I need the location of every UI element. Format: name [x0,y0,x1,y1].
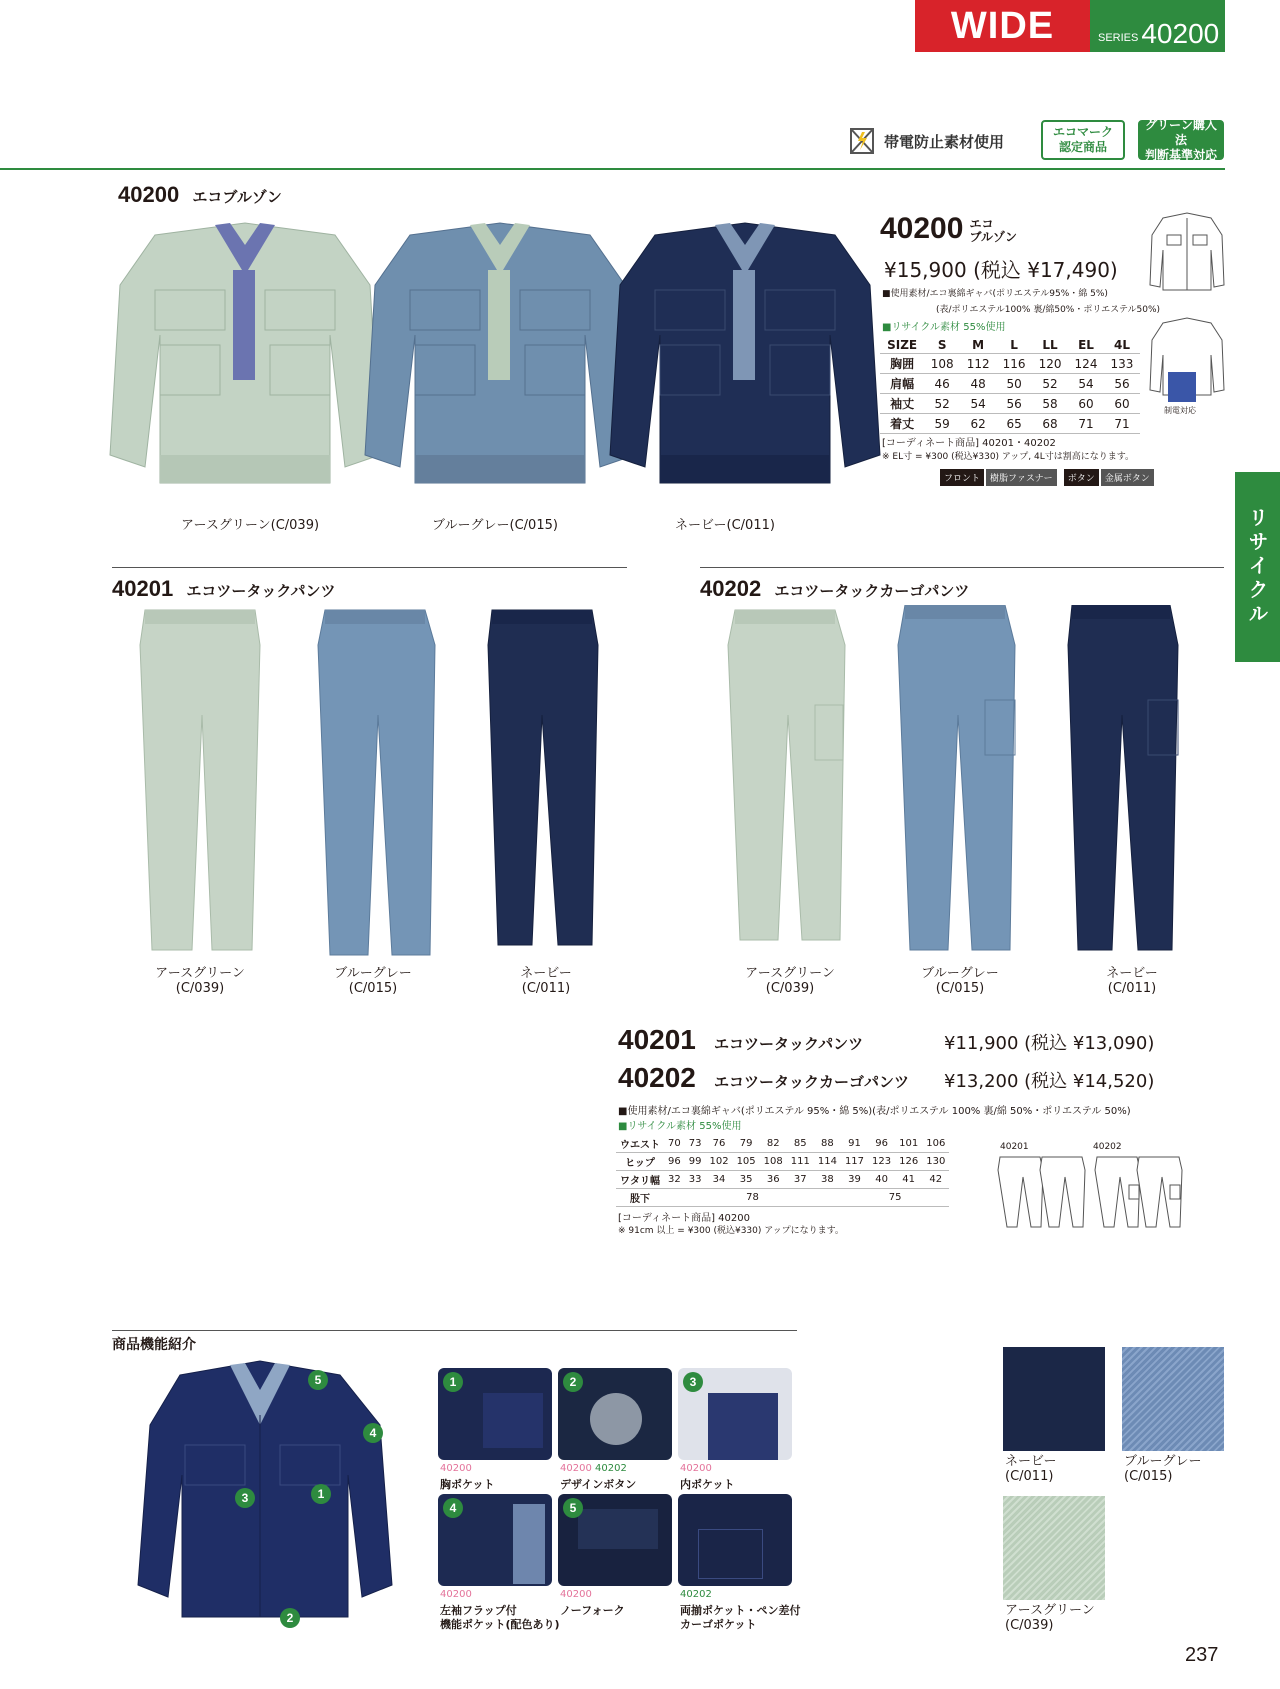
jacket-size-table [880,337,1140,434]
eco-badge-line2: 認定商品 [1058,140,1107,154]
marker-1: 1 [311,1484,331,1504]
table-row [616,1153,949,1171]
cell: 76 [712,1138,726,1149]
feature-code-2a: 40200 [560,1463,592,1474]
pants-note: ※ 91cm 以上 = ¥300 (税込¥330) アップになります。 [618,1226,844,1236]
feature-photo-6 [678,1494,792,1586]
pants-size-table [616,1135,949,1207]
wide-label: WIDE [915,0,1090,52]
green-purchase-badge [1138,117,1224,162]
features-title: 商品機能紹介 [112,1337,196,1353]
swatch-navy-caption [1005,1454,1056,1484]
feature-label-5: ノーフォーク [560,1604,625,1617]
pants1-section-title [112,576,336,602]
front-tag-label: フロント [940,469,984,486]
caption-line1: ネービー [520,966,572,981]
cell: 59 [934,416,950,431]
feature-num-3: 3 [683,1372,703,1392]
table-row [616,1135,949,1153]
pants1-earth-green [140,610,260,950]
swatch-blue-grey-caption [1124,1454,1201,1484]
cell: 50 [1006,376,1022,391]
jacket-coordinate: [コーディネート商品] 40201・40202 [882,438,1056,449]
feature-code-4: 40200 [440,1589,472,1600]
jacket-blue-grey [365,223,635,483]
pants-recycle: ■リサイクル素材 55%使用 [618,1121,742,1132]
cell: 101 [899,1138,919,1149]
antistatic-mark [848,126,1004,156]
table-row [880,374,1140,394]
cell: 102 [709,1156,729,1167]
cell: 133 [1110,356,1134,371]
pants1-caption-earth-green [140,966,260,996]
feature-code-1: 40200 [440,1463,472,1474]
cell: 36 [766,1174,780,1185]
pants2-section-title [700,576,969,602]
pants2-divider [700,567,1224,568]
cell: 68 [1042,416,1058,431]
pants2-navy [1068,605,1178,950]
pants2-caption-blue-grey [900,966,1020,996]
pants2-blue-grey [898,605,1015,950]
caption-line1: アースグリーン [1005,1603,1095,1618]
cell: 96 [668,1156,681,1167]
eco-mark-badge [1041,120,1125,160]
green-badge-line2: 判断基準対応 [1144,147,1217,162]
row-label: ウエスト [620,1140,660,1151]
jacket-name: エコブルゾン [192,188,282,206]
cell: 96 [875,1138,888,1149]
pants1-divider [112,567,627,568]
eco-badge-line1: エコマーク [1052,125,1113,139]
size-header-cell: EL [1078,338,1094,352]
cell: 71 [1078,416,1094,431]
cell: 88 [821,1138,834,1149]
jacket-spec-name-line1: エコ [969,217,994,231]
feature-code-2b: 40202 [595,1463,627,1474]
feature-label-1: 胸ポケット [440,1478,495,1491]
cell: 52 [1042,376,1058,391]
feature-label-4b: 機能ポケット(配色あり) [440,1618,560,1631]
cell: 41 [902,1174,916,1185]
cell: 124 [1074,356,1098,371]
feature-num-1: 1 [443,1372,463,1392]
pants2-name: エコツータックカーゴパンツ [774,582,970,600]
cell: 117 [844,1156,865,1167]
feature-label-6b: カーゴポケット [680,1618,757,1631]
cell: 56 [1006,396,1022,411]
cell: 46 [934,376,950,391]
cell: 34 [712,1174,726,1185]
cell: 79 [739,1138,753,1149]
cell: 52 [934,396,950,411]
jacket-price: ¥15,900 (税込 ¥17,490) [884,258,1118,282]
caption-line1: ブルーグレー [1124,1454,1202,1469]
table-row [880,414,1140,434]
pants2-caption-earth-green [730,966,850,996]
caption-line2: (C/015) [1124,1469,1173,1484]
row-label: 胸囲 [890,357,915,371]
marker-5: 5 [308,1370,328,1390]
jacket-tags [940,466,1156,486]
series-number: 40200 [1141,18,1220,49]
pants-coordinate: [コーディネート商品] 40200 [618,1213,750,1224]
pants1-number: 40201 [112,576,174,601]
jacket-number: 40200 [118,182,180,207]
front-tag-value: 樹脂ファスナー [986,469,1057,486]
cell: 62 [970,416,986,431]
cell: 60 [1078,396,1094,411]
cell: 114 [817,1156,837,1167]
series-tab [1090,0,1225,52]
cell: 116 [1002,356,1026,371]
caption-line1: アースグリーン [155,966,245,981]
cell: 105 [736,1156,756,1167]
caption-line2: (C/011) [521,981,571,996]
row-label: ヒップ [625,1158,655,1169]
cell: 108 [930,356,954,371]
feature-num-5: 5 [563,1498,583,1518]
antistatic-label: 帯電防止素材使用 [884,132,1005,151]
table-row [880,354,1140,374]
jacket-note: ※ EL寸 = ¥300 (税込¥330) アップ, 4L寸は割高になります。 [882,452,1135,462]
caption-line1: アースグリーン [745,966,835,981]
cell: 35 [739,1174,753,1185]
pants-spec-item1 [618,1024,1154,1056]
series-small-label: SERIES [1098,32,1139,44]
jacket-spec-name-line2: ブルゾン [969,230,1017,244]
cell: 120 [1038,356,1062,371]
pants-item1-name: エコツータックパンツ [714,1035,864,1053]
feature-num-2: 2 [563,1372,583,1392]
table-row [880,394,1140,414]
cell: 37 [793,1174,807,1185]
pants1-name: エコツータックパンツ [186,582,336,600]
jacket-recycle: ■リサイクル素材 55%使用 [882,322,1006,333]
pants-photos [130,605,1210,960]
jacket-caption-blue-grey: ブルーグレー(C/015) [432,518,558,533]
antistatic-icon [848,126,876,156]
size-header-cell: SIZE [887,338,918,352]
cell: 91 [848,1138,861,1149]
swatch-earth-green-caption [1005,1603,1095,1633]
caption-line1: ブルーグレー [921,966,999,981]
pants-spec-item2 [618,1062,1154,1094]
recycle-side-tab: リサイクル [1235,472,1280,662]
jacket-earth-green [110,223,380,483]
feature-num-4: 4 [443,1498,463,1518]
cell: 54 [970,396,986,411]
antistatic-mini-icon [1168,372,1196,402]
button-tag-value: 金属ボタン [1101,469,1154,486]
jacket-navy [610,223,880,483]
features-divider [112,1330,797,1331]
inseam-value-2: 75 [888,1192,902,1203]
caption-line1: ネービー [1005,1454,1057,1469]
cell: 126 [899,1156,919,1167]
cell: 33 [688,1174,702,1185]
cell: 123 [872,1156,892,1167]
swatch-earth-green [1003,1496,1105,1600]
row-label: 股下 [630,1194,650,1205]
size-header-cell: S [937,338,947,352]
marker-2: 2 [280,1608,300,1628]
row-label: ワタリ幅 [620,1176,660,1187]
caption-line2: (C/039) [765,981,815,996]
header-divider [0,168,1225,170]
feature-code-6b: 40202 [680,1589,712,1600]
swatch-navy [1003,1347,1105,1451]
caption-line2: (C/011) [1005,1469,1054,1484]
size-header-cell: L [1010,338,1018,352]
pants-item2-number: 40202 [618,1062,696,1093]
jacket-caption-earth-green: アースグリーン(C/039) [180,518,320,533]
cell: 39 [848,1174,861,1185]
cell: 108 [763,1156,783,1167]
pants-illus1-label: 40201 [1000,1142,1029,1152]
caption-line1: ネービー [1106,966,1158,981]
cell: 56 [1114,376,1130,391]
feature-code-5: 40200 [560,1589,592,1600]
marker-3: 3 [235,1488,255,1508]
jacket-size-header-row [880,337,1140,354]
jacket-spec-title [880,214,1017,244]
cell: 42 [929,1174,943,1185]
caption-line2: (C/015) [348,981,398,996]
pants1-caption-navy [486,966,606,996]
pants1-caption-blue-grey [313,966,433,996]
cell: 99 [688,1156,702,1167]
jacket-material-line2: (表/ポリエステル100% 裏/綿50%・ポリエステル50%) [936,305,1161,315]
feature-code-6 [680,1589,712,1600]
feature-label-4a: 左袖フラップ付 [440,1604,517,1617]
button-tag-label: ボタン [1064,469,1099,486]
swatch-blue-grey [1122,1347,1224,1451]
pants2-earth-green [728,610,845,940]
feature-code-2 [560,1463,627,1474]
size-header-cell: LL [1042,338,1058,352]
cell: 32 [668,1174,681,1185]
inseam-value-1: 78 [746,1192,759,1203]
jacket-spec-name [969,218,1017,244]
pants-line-illustration [995,1155,1185,1230]
cell: 38 [821,1174,834,1185]
illustration-label: 制電対応 [1164,406,1196,415]
features-jacket-photo [130,1355,420,1620]
cell: 82 [766,1138,780,1149]
table-row-inseam [616,1189,949,1207]
jacket-section-title [118,182,282,208]
feature-label-3: 内ポケット [680,1478,735,1491]
pants-item2-price: ¥13,200 (税込 ¥14,520) [944,1071,1155,1092]
pants2-number: 40202 [700,576,762,601]
cell: 48 [970,376,986,391]
cell: 85 [793,1138,807,1149]
cell: 73 [688,1138,702,1149]
size-header-cell: 4L [1113,338,1130,352]
jacket-spec-number: 40200 [880,212,964,245]
jacket-material-line1: ■使用素材/エコ裏綿ギャバ(ポリエステル95%・綿 5%) [882,289,1108,299]
cell: 71 [1114,416,1130,431]
pants1-navy [488,610,598,945]
feature-code-3: 40200 [680,1463,712,1474]
caption-line2: (C/011) [1107,981,1157,996]
caption-line1: ブルーグレー [334,966,412,981]
cell: 40 [875,1174,888,1185]
pants-item2-name: エコツータックカーゴパンツ [714,1073,910,1091]
cell: 106 [926,1138,946,1149]
cell: 111 [790,1156,810,1167]
row-label: 肩幅 [890,377,915,391]
marker-4: 4 [363,1423,383,1443]
green-badge-line1: グリーン購入法 [1145,117,1217,147]
cell: 58 [1042,396,1058,411]
table-row [616,1171,949,1189]
jacket-caption-navy: ネービー(C/011) [675,518,775,533]
caption-line2: (C/015) [935,981,985,996]
cell: 112 [966,356,990,371]
row-label: 袖丈 [890,397,915,411]
feature-label-2: デザインボタン [560,1478,637,1491]
cell: 65 [1006,416,1022,431]
caption-line2: (C/039) [1005,1618,1054,1633]
pants1-blue-grey [318,610,435,955]
pants2-caption-navy [1072,966,1192,996]
size-header-cell: M [972,338,985,352]
pants-item1-number: 40201 [618,1024,696,1055]
page-number: 237 [1185,1644,1219,1666]
caption-line2: (C/039) [175,981,225,996]
row-label: 着丈 [890,417,915,431]
cell: 60 [1114,396,1130,411]
cell: 54 [1078,376,1094,391]
cell: 70 [668,1138,681,1149]
jacket-photos [105,215,885,505]
feature-label-6a: 両揃ポケット・ペン差付 [680,1604,801,1617]
pants-material: ■使用素材/エコ裏綿ギャバ(ポリエステル 95%・綿 5%)(表/ポリエステル 100% 裏/綿 50%・ポリエステル 50%) [618,1106,1131,1117]
pants-illus2-label: 40202 [1093,1142,1122,1152]
cell: 130 [926,1156,946,1167]
pants-item1-price: ¥11,900 (税込 ¥13,090) [944,1033,1155,1054]
